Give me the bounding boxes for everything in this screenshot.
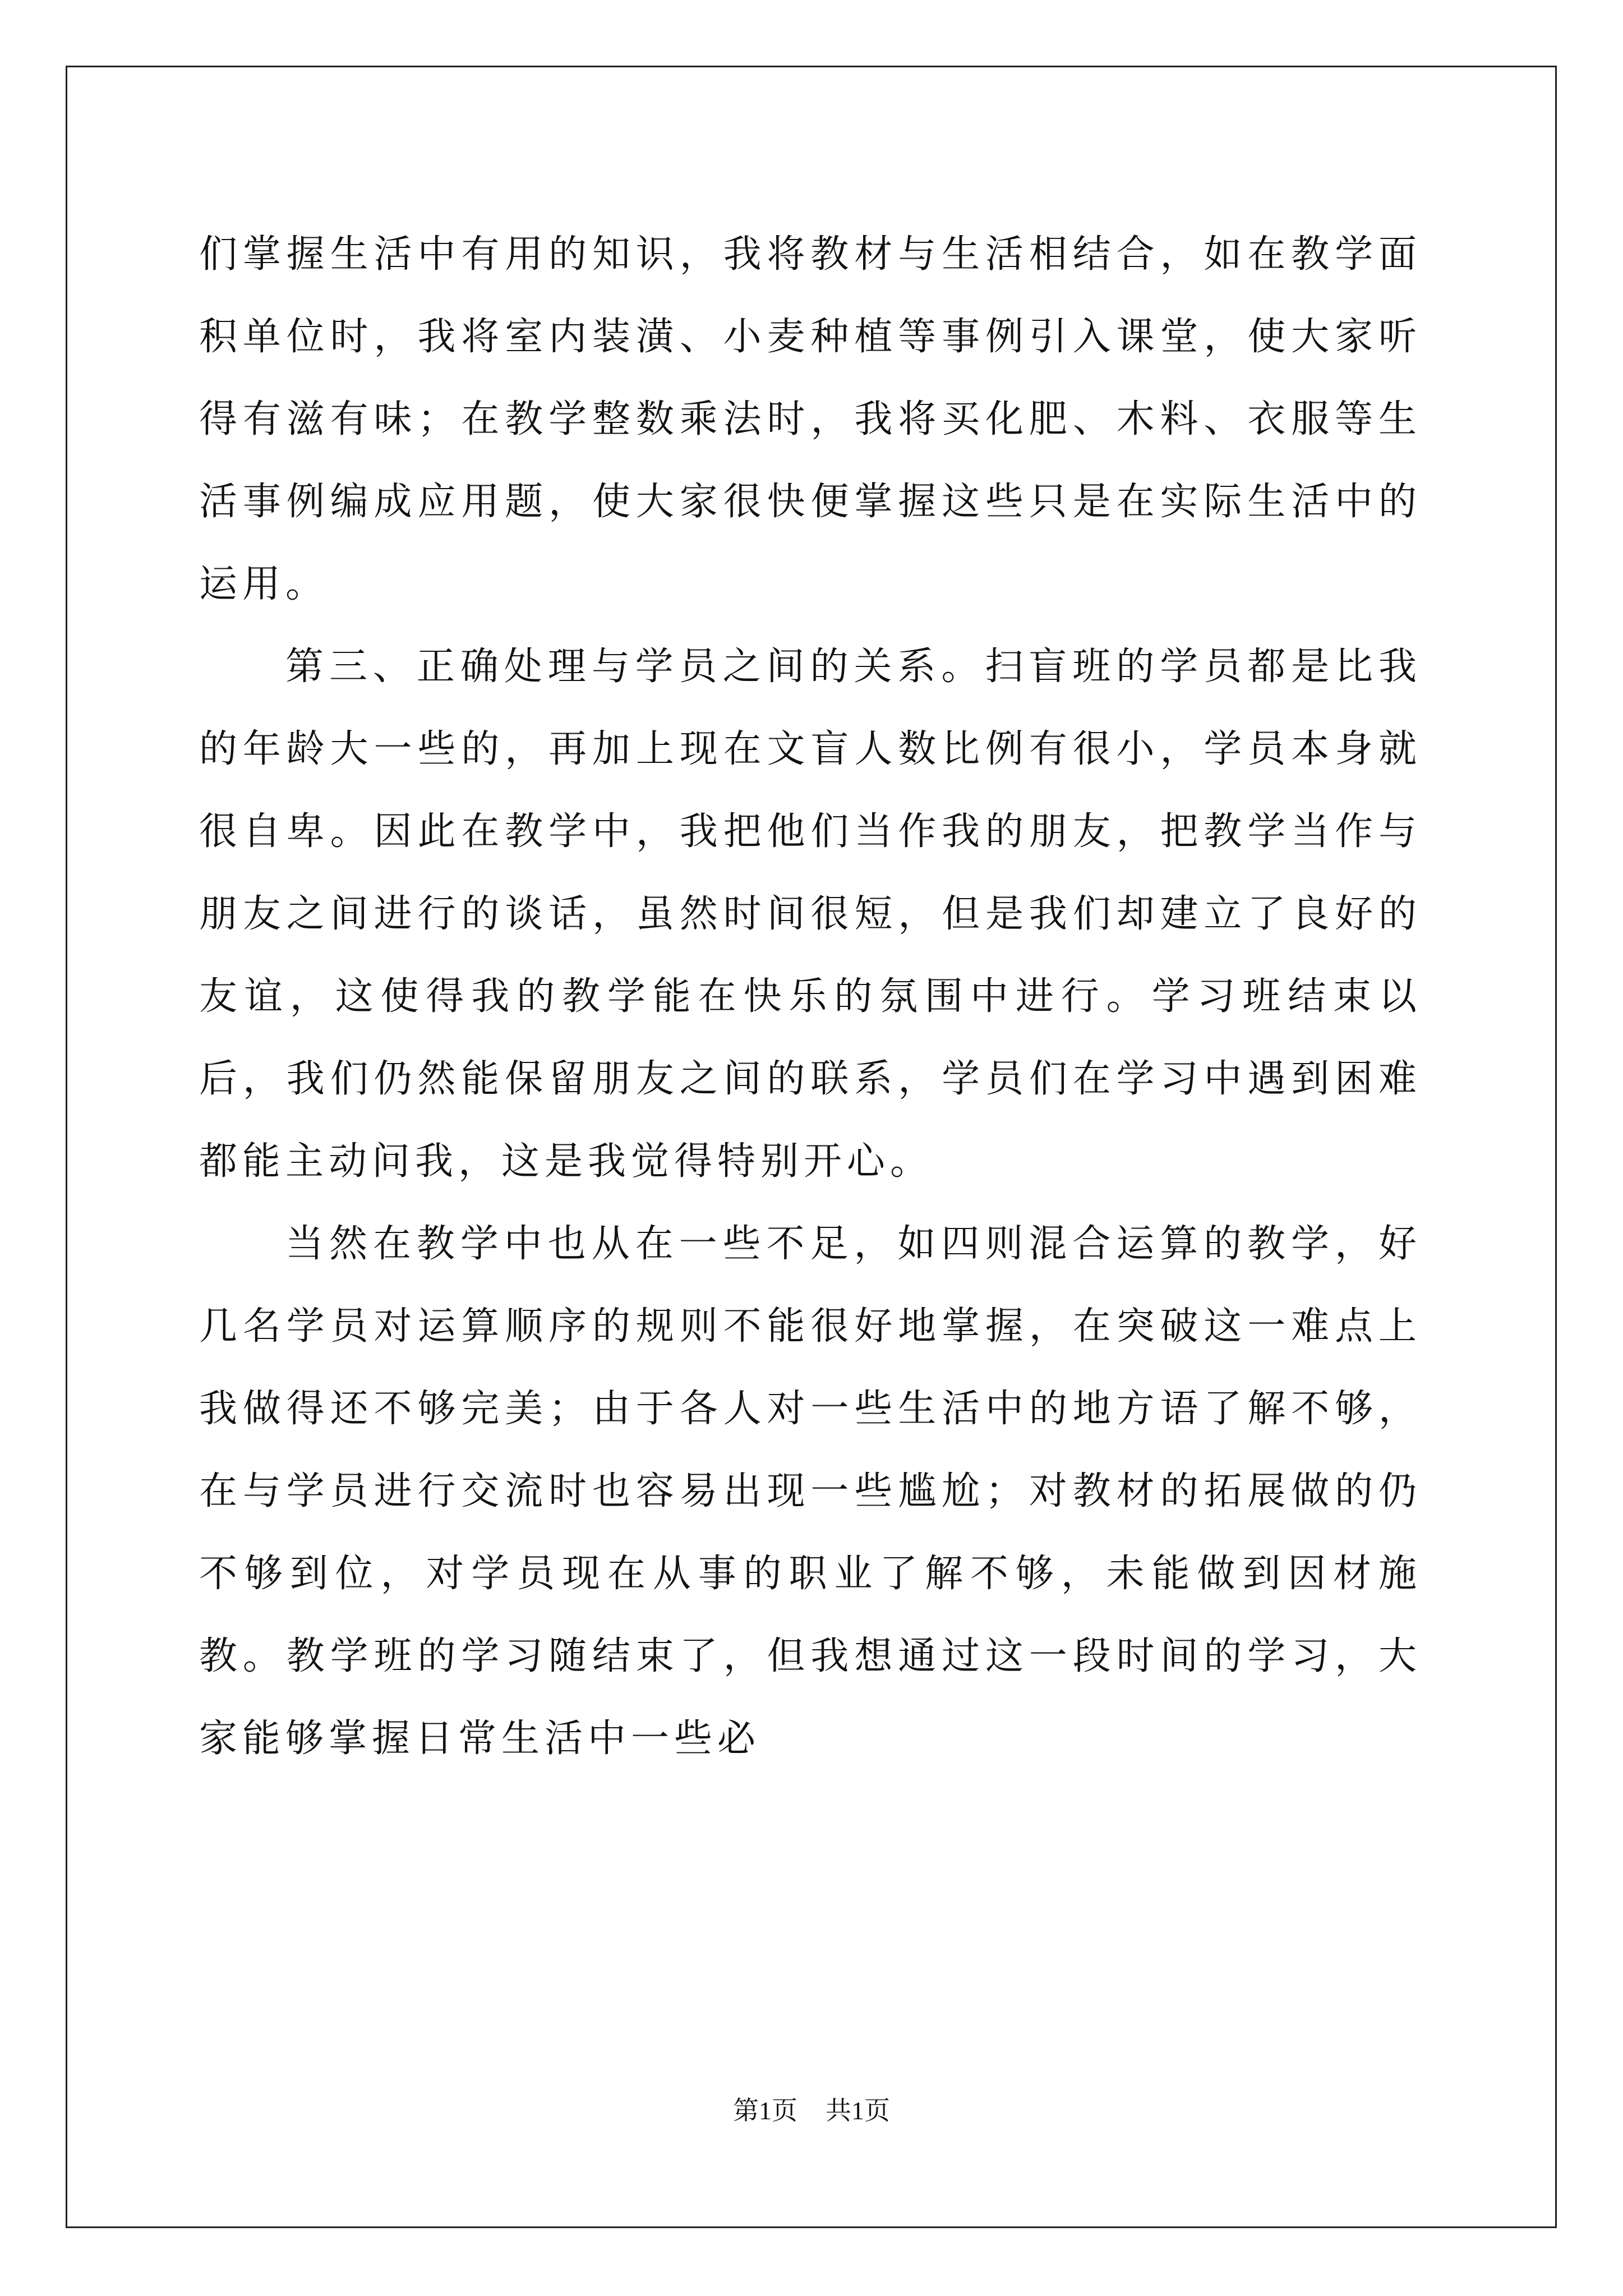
page-footer <box>0 2095 1623 2127</box>
paragraph-2: 第三、正确处理与学员之间的关系。扫盲班的学员都是比我的年龄大一些的，再加上现在文盲人数比例有很小，学员本身就很自卑。因此在教学中，我把他们当作我的朋友，把教学当作与朋友之间进行的谈话，虽然时间很短，但是我们却建立了良好的友谊，这使得我的教学能在快乐的氛围中进行。学习班结束以后，我们仍然能保留朋友之间的联系，学员们在学习中遇到困难都能主动问我，这是我觉得特别开心。 <box>199 645 1422 1184</box>
document-body <box>199 213 1422 1780</box>
page-number: 第1页 <box>733 2096 797 2125</box>
paragraph-1: 们掌握生活中有用的知识，我将教材与生活相结合，如在教学面积单位时，我将室内装潢、小麦种植等事例引入课堂，使大家听得有滋有味；在教学整数乘法时，我将买化肥、木料、衣服等生活事例编成应用题，使大家很快便掌握这些只是在实际生活中的运用。 <box>199 232 1422 606</box>
page-total: 共1页 <box>826 2096 890 2125</box>
paragraph-3: 当然在教学中也从在一些不足，如四则混合运算的教学，好几名学员对运算顺序的规则不能很好地掌握，在突破这一难点上我做得还不够完美；由于各人对一些生活中的地方语了解不够，在与学员进行交流时也容易出现一些尴尬；对教材的拓展做的仍不够到位，对学员现在从事的职业了解不够，未能做到因材施教。教学班的学习随结束了，但我想通过这一段时间的学习，大家能够掌握日常生活中一些必 <box>199 1222 1422 1761</box>
